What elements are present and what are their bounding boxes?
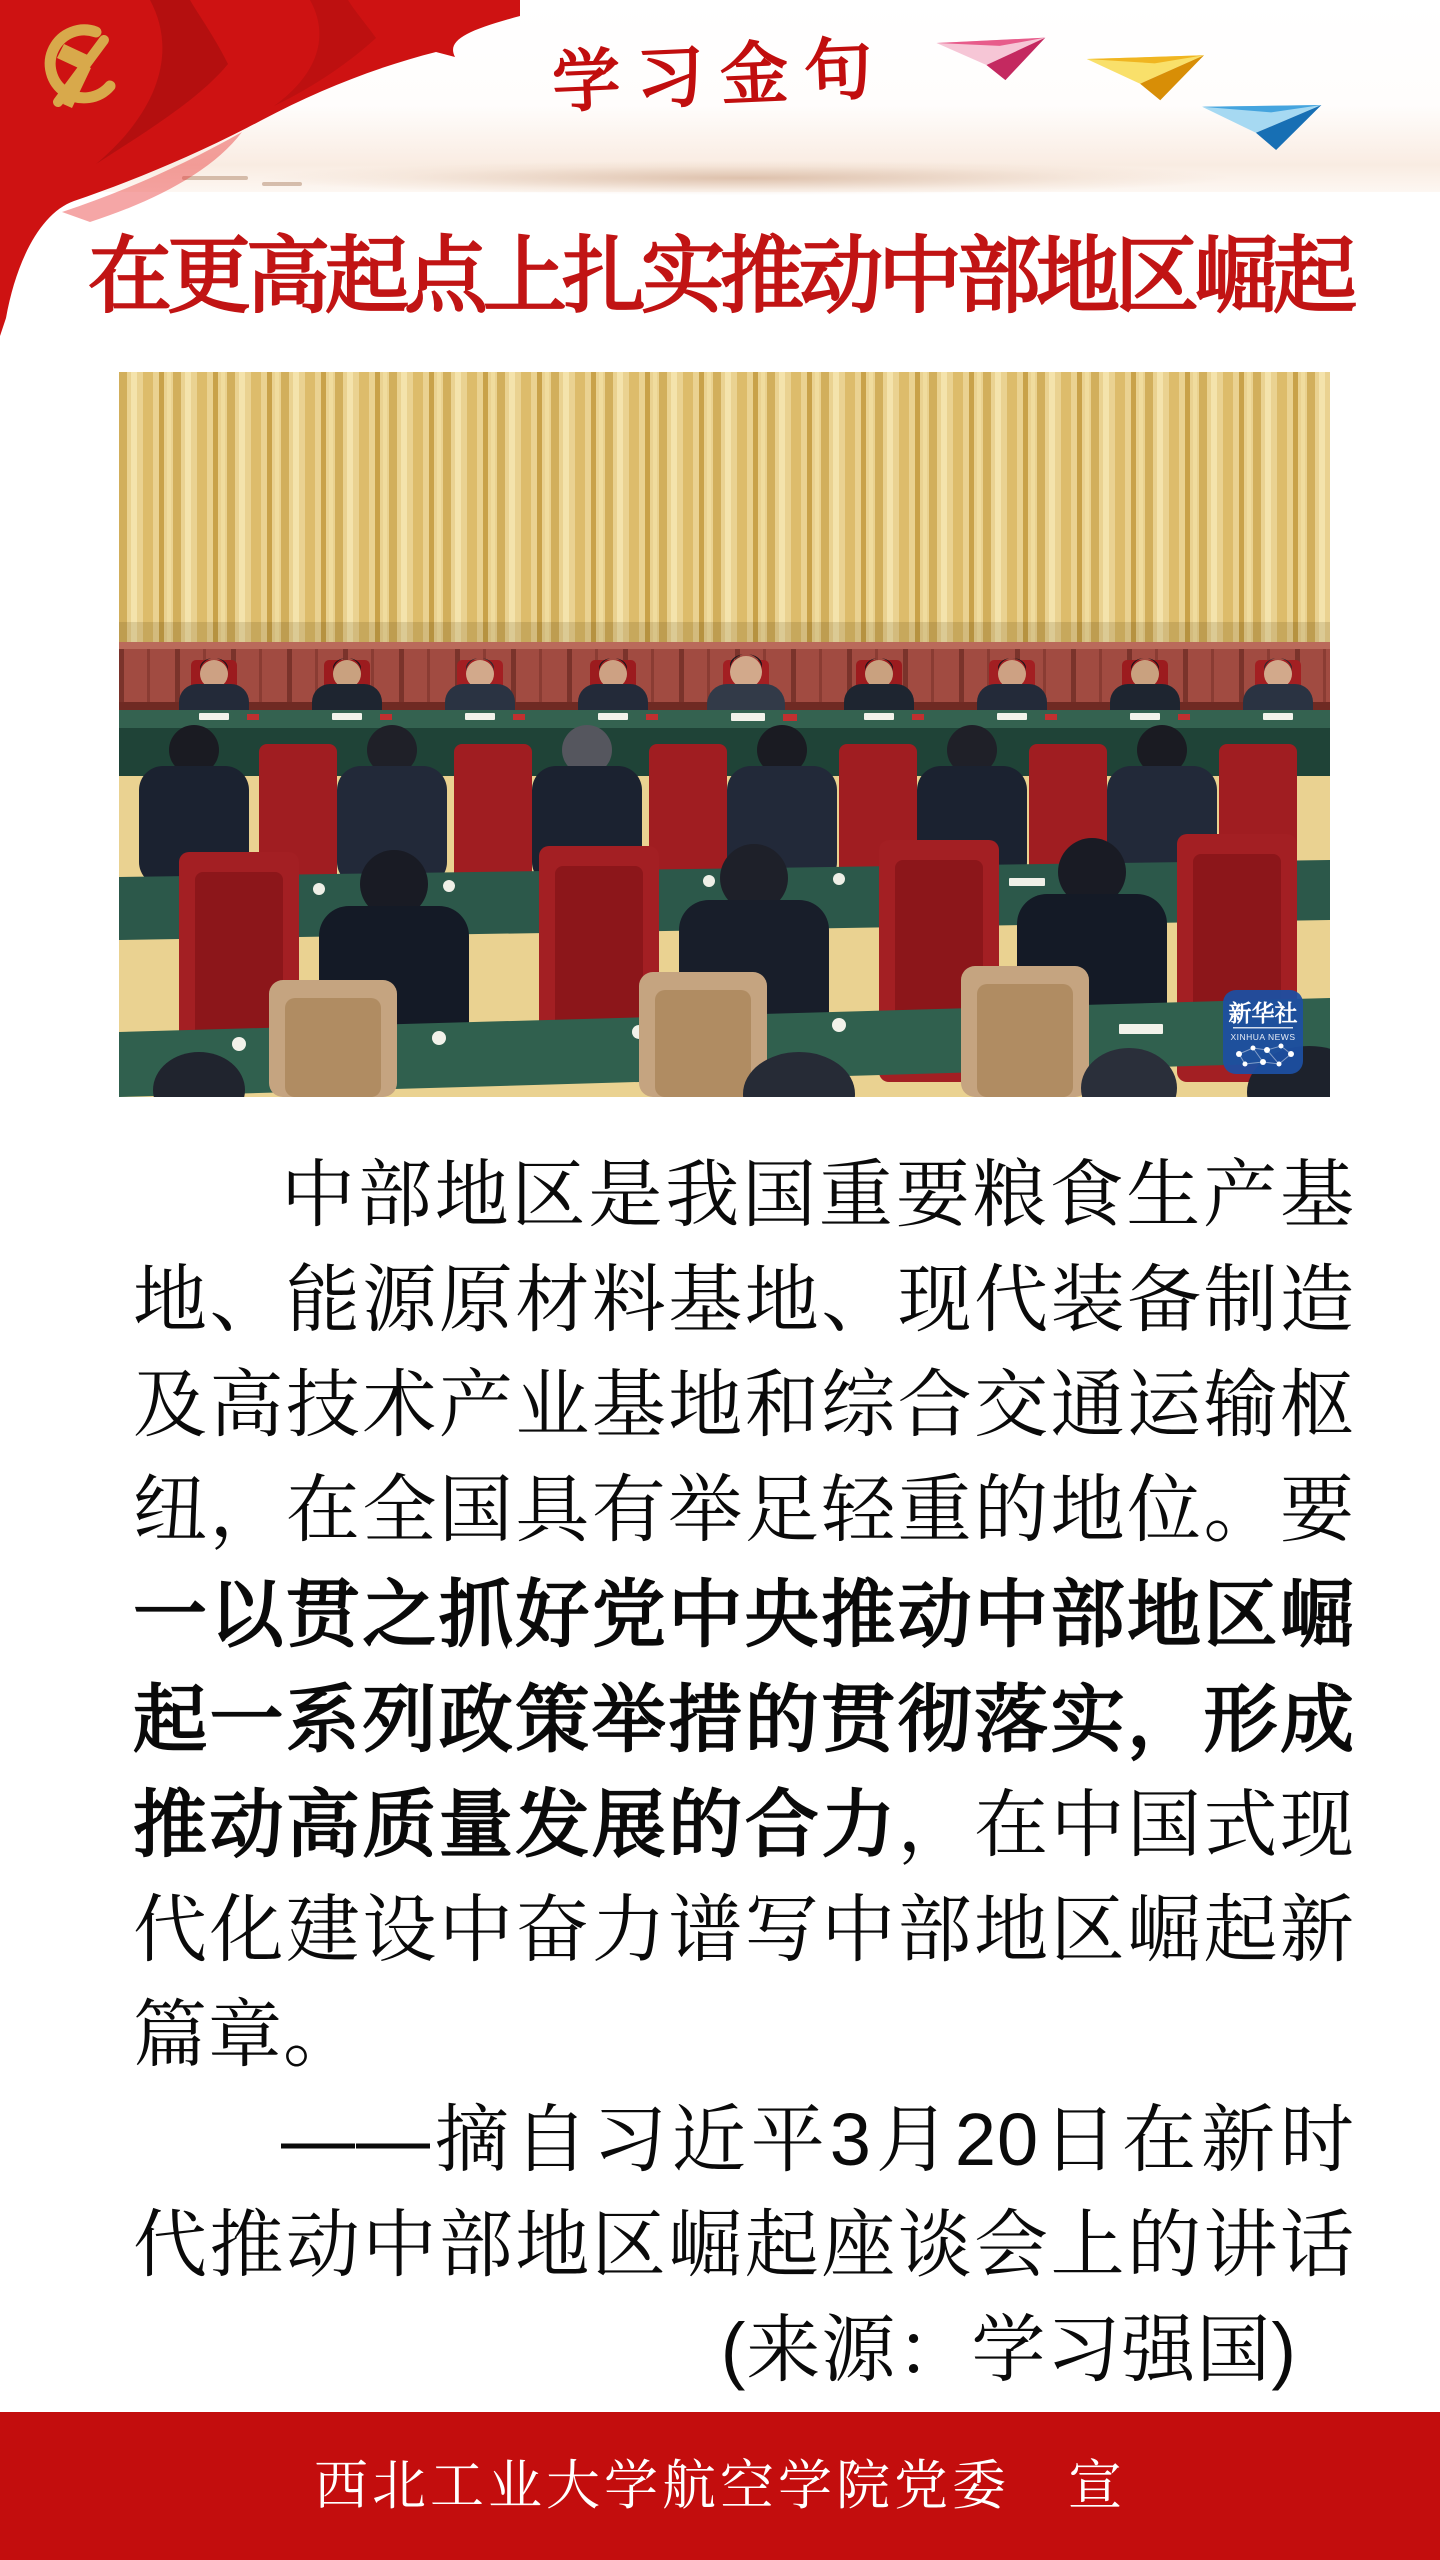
footer-band xyxy=(0,2412,1440,2560)
article-line: 代化建设中奋力谱写中部地区崛起新 xyxy=(133,1888,1355,1971)
masthead-calligraphy: 学习金句 xyxy=(550,30,890,122)
article-regular-span: ，在中国式现 xyxy=(897,1783,1355,1866)
stage-curtain xyxy=(119,372,1330,644)
xinhua-name: 新华社 xyxy=(1228,1000,1298,1026)
xinhua-watermark xyxy=(1223,990,1303,1074)
article-emphasis-span: 推动高质量发展的合力 xyxy=(133,1783,898,1866)
article-line: 地、能源原材料基地、现代装备制造 xyxy=(133,1258,1355,1341)
article-line-mixed xyxy=(133,1772,1355,1877)
article-body xyxy=(133,1142,1355,2402)
attribution-line: 代推动中部地区崛起座谈会上的讲话 xyxy=(133,2203,1355,2286)
xinhua-sub: XINHUA NEWS xyxy=(1230,1032,1296,1042)
conference-photo xyxy=(119,372,1330,1097)
article-line: 及高技术产业基地和综合交通运输枢 xyxy=(133,1363,1355,1446)
paper-plane-pink-icon xyxy=(930,24,1047,92)
page-title: 在更高起点上扎实推动中部地区崛起 xyxy=(87,231,1352,324)
publisher-credit: 西北工业大学航空学院党委 宣 xyxy=(314,2456,1126,2516)
article-line: 纽，在全国具有举足轻重的地位。要 xyxy=(133,1468,1355,1551)
attribution-line: ——摘自习近平3月20日在新时 xyxy=(281,2098,1355,2181)
source-line: (来源：学习强国) xyxy=(720,2308,1297,2391)
article-line-emphasis: 一以贯之抓好党中央推动中部地区崛 xyxy=(133,1573,1355,1656)
article-line-emphasis: 起一系列政策举措的贯彻落实，形成 xyxy=(133,1678,1355,1761)
article-line: 篇章。 xyxy=(133,1993,358,2076)
article-line: 中部地区是我国重要粮食生产基 xyxy=(281,1153,1355,1236)
